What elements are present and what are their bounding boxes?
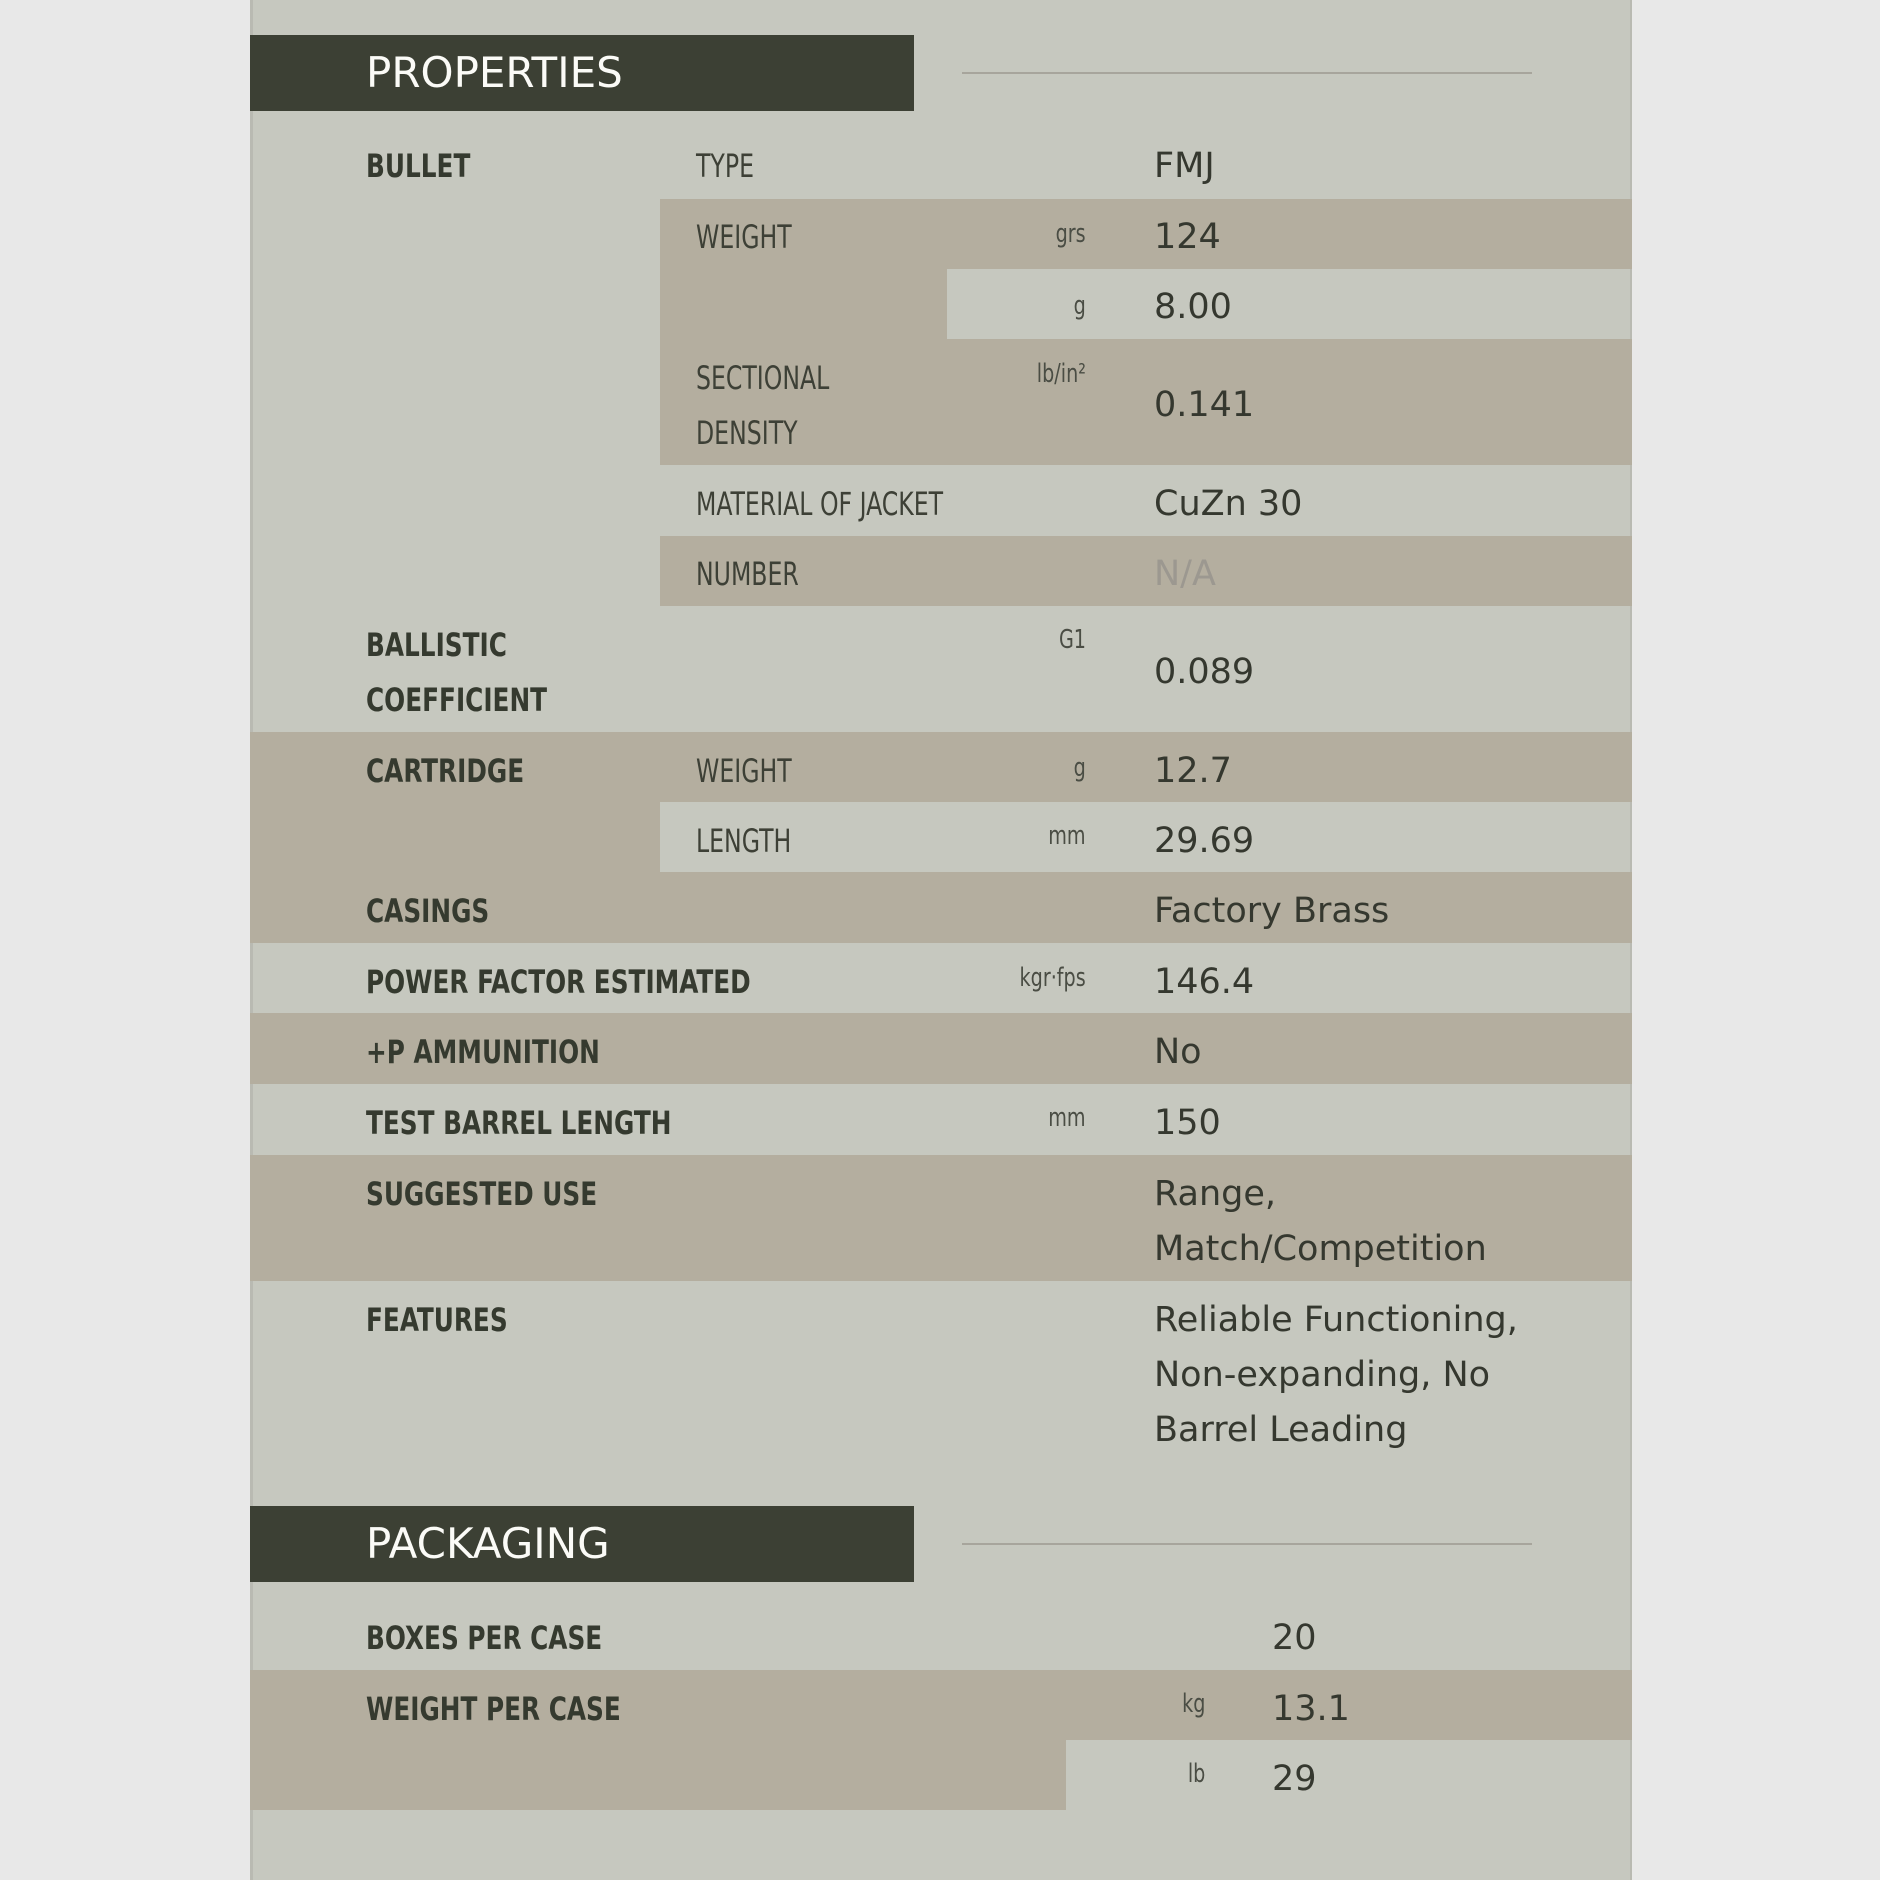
plus-p-label: +P AMMUNITION bbox=[366, 1033, 600, 1071]
type-label: TYPE bbox=[696, 147, 754, 185]
sectional-density-value: 0.141 bbox=[1154, 385, 1255, 425]
weight-lb-value: 29 bbox=[1272, 1759, 1317, 1799]
bullet-label: BULLET bbox=[366, 147, 471, 185]
weight-kg-unit: kg bbox=[1181, 1689, 1205, 1719]
weight-g-unit: g bbox=[1073, 291, 1086, 321]
packaging-header: PACKAGING bbox=[250, 1506, 914, 1582]
power-factor-label: POWER FACTOR ESTIMATED bbox=[366, 963, 751, 1001]
power-factor-unit: kgr·fps bbox=[1019, 963, 1086, 993]
weight-per-case-left-band bbox=[250, 1740, 1066, 1810]
number-band bbox=[660, 536, 1632, 606]
properties-header: PROPERTIES bbox=[250, 35, 914, 111]
cartridge-left-band bbox=[250, 802, 660, 872]
features-value-3: Barrel Leading bbox=[1154, 1410, 1408, 1450]
casings-label: CASINGS bbox=[366, 892, 490, 930]
packaging-rule bbox=[962, 1543, 1532, 1545]
weight-g-value: 8.00 bbox=[1154, 287, 1232, 327]
boxes-per-case-value: 20 bbox=[1272, 1618, 1317, 1658]
cartridge-weight-label: WEIGHT bbox=[696, 752, 792, 790]
sectional-density-unit: lb/in² bbox=[1036, 359, 1086, 389]
cartridge-length-label: LENGTH bbox=[696, 822, 792, 860]
weight-lb-unit: lb bbox=[1187, 1759, 1205, 1789]
sectional-density-label-2: DENSITY bbox=[696, 414, 798, 452]
weight-grs-unit: grs bbox=[1055, 219, 1086, 249]
weight-kg-value: 13.1 bbox=[1272, 1689, 1350, 1729]
power-factor-value: 146.4 bbox=[1154, 962, 1255, 1002]
features-value-2: Non-expanding, No bbox=[1154, 1355, 1491, 1395]
jacket-value: CuZn 30 bbox=[1154, 484, 1303, 524]
cartridge-length-value: 29.69 bbox=[1154, 821, 1255, 861]
bullet-weight-label: WEIGHT bbox=[696, 218, 792, 256]
features-value-1: Reliable Functioning, bbox=[1154, 1300, 1518, 1340]
cartridge-weight-value: 12.7 bbox=[1154, 751, 1232, 791]
ballistic-label-2: COEFFICIENT bbox=[366, 681, 548, 719]
ballistic-label-1: BALLISTIC bbox=[366, 626, 507, 664]
cartridge-weight-unit: g bbox=[1073, 753, 1086, 783]
cartridge-length-unit: mm bbox=[1048, 821, 1086, 851]
suggested-use-label: SUGGESTED USE bbox=[366, 1175, 598, 1213]
suggested-use-value-1: Range, bbox=[1154, 1174, 1277, 1214]
type-value: FMJ bbox=[1154, 146, 1215, 186]
bullet-weight-left-band bbox=[660, 269, 947, 339]
ballistic-value: 0.089 bbox=[1154, 652, 1255, 692]
barrel-length-unit: mm bbox=[1048, 1103, 1086, 1133]
weight-per-case-label: WEIGHT PER CASE bbox=[366, 1690, 621, 1728]
sectional-density-label-1: SECTIONAL bbox=[696, 359, 830, 397]
barrel-length-label: TEST BARREL LENGTH bbox=[366, 1104, 672, 1142]
ballistic-unit: G1 bbox=[1058, 625, 1086, 655]
bullet-weight-band bbox=[660, 199, 1632, 269]
suggested-use-value-2: Match/Competition bbox=[1154, 1229, 1487, 1269]
plus-p-value: No bbox=[1154, 1032, 1202, 1072]
features-label: FEATURES bbox=[366, 1301, 508, 1339]
jacket-label: MATERIAL OF JACKET bbox=[696, 485, 944, 523]
casings-value: Factory Brass bbox=[1154, 891, 1390, 931]
cartridge-label: CARTRIDGE bbox=[366, 752, 525, 790]
boxes-per-case-label: BOXES PER CASE bbox=[366, 1619, 603, 1657]
number-value: N/A bbox=[1154, 554, 1216, 594]
number-label: NUMBER bbox=[696, 555, 799, 593]
properties-rule bbox=[962, 72, 1532, 74]
weight-grs-value: 124 bbox=[1154, 217, 1221, 257]
barrel-length-value: 150 bbox=[1154, 1103, 1221, 1143]
